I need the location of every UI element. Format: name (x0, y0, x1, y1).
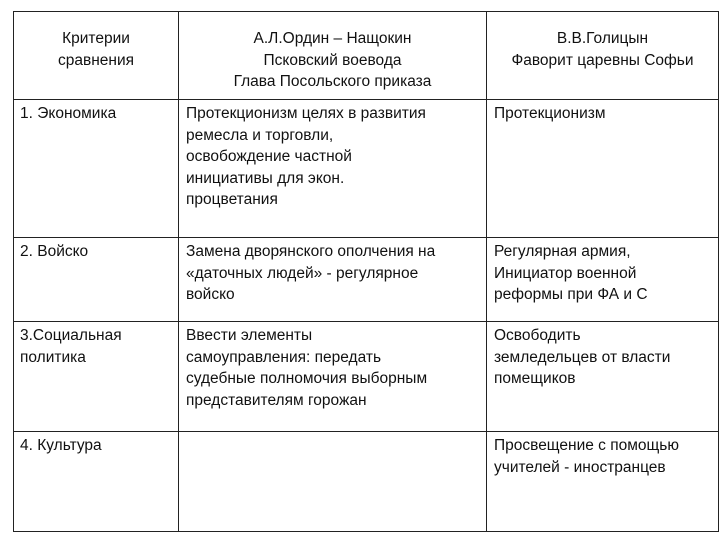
ordin-cell (178, 432, 486, 531)
header-golitsyn-line: Фаворит царевны Софьи (511, 51, 694, 69)
table-row-culture (14, 432, 718, 531)
ordin-cell (178, 238, 486, 321)
golitsyn-cell (486, 432, 718, 531)
ordin-line: освобождение частной (186, 148, 352, 165)
header-row (14, 12, 718, 100)
ordin-line: самоуправления: передать (186, 348, 382, 366)
ordin-line: войско (186, 286, 235, 303)
golitsyn-line: земледельцев от власти (494, 348, 671, 366)
ordin-cell (178, 100, 486, 237)
header-criteria (14, 12, 178, 99)
criterion-line: политика (20, 348, 86, 366)
header-criteria-line: Критерии (62, 30, 130, 47)
ordin-line: ремесла и торговли, (186, 126, 334, 144)
header-ordin (178, 12, 486, 99)
golitsyn-line: учителей - иностранцев (494, 458, 666, 476)
golitsyn-line: Просвещение с помощью (494, 437, 679, 454)
ordin-line: судебные полномочия выборным (186, 370, 428, 387)
criterion-line: 2. Войско (20, 243, 89, 260)
table-row-economy (14, 100, 718, 238)
comparison-table (13, 11, 719, 532)
header-ordin-line: Глава Посольского приказа (233, 73, 432, 90)
ordin-cell (178, 322, 486, 431)
golitsyn-line: Регулярная армия, (494, 243, 631, 260)
golitsyn-cell (486, 322, 718, 431)
header-golitsyn (486, 12, 718, 99)
header-ordin-line: Псковский воевода (263, 51, 402, 69)
golitsyn-cell (486, 100, 718, 237)
criterion-line: 4. Культура (20, 437, 102, 454)
ordin-line: процветания (186, 191, 278, 208)
golitsyn-line: реформы при ФА и С (494, 286, 648, 303)
ordin-line: инициативы для экон. (186, 169, 345, 187)
criterion-line: 3.Социальная (20, 327, 122, 344)
golitsyn-line: Освободить (494, 327, 581, 344)
criterion-cell (14, 432, 178, 531)
golitsyn-cell (486, 238, 718, 321)
header-ordin-line: А.Л.Ордин – Нащокин (253, 30, 412, 47)
ordin-line: Замена дворянского ополчения на (186, 243, 436, 260)
header-criteria-line: сравнения (57, 51, 135, 69)
header-golitsyn-line: В.В.Голицын (556, 30, 649, 47)
golitsyn-line: помещиков (494, 370, 576, 387)
ordin-line: Протекционизм целях в развития (186, 105, 426, 122)
ordin-line: «даточных людей» - регулярное (186, 264, 419, 282)
golitsyn-line: Протекционизм (494, 105, 606, 122)
ordin-line: Ввести элементы (186, 327, 313, 344)
table-row-army (14, 238, 718, 322)
ordin-line: представителям горожан (186, 391, 367, 409)
criterion-line: 1. Экономика (20, 105, 117, 122)
golitsyn-line: Инициатор военной (494, 264, 637, 282)
criterion-cell (14, 100, 178, 237)
table-row-social-policy (14, 322, 718, 432)
criterion-cell (14, 322, 178, 431)
criterion-cell (14, 238, 178, 321)
